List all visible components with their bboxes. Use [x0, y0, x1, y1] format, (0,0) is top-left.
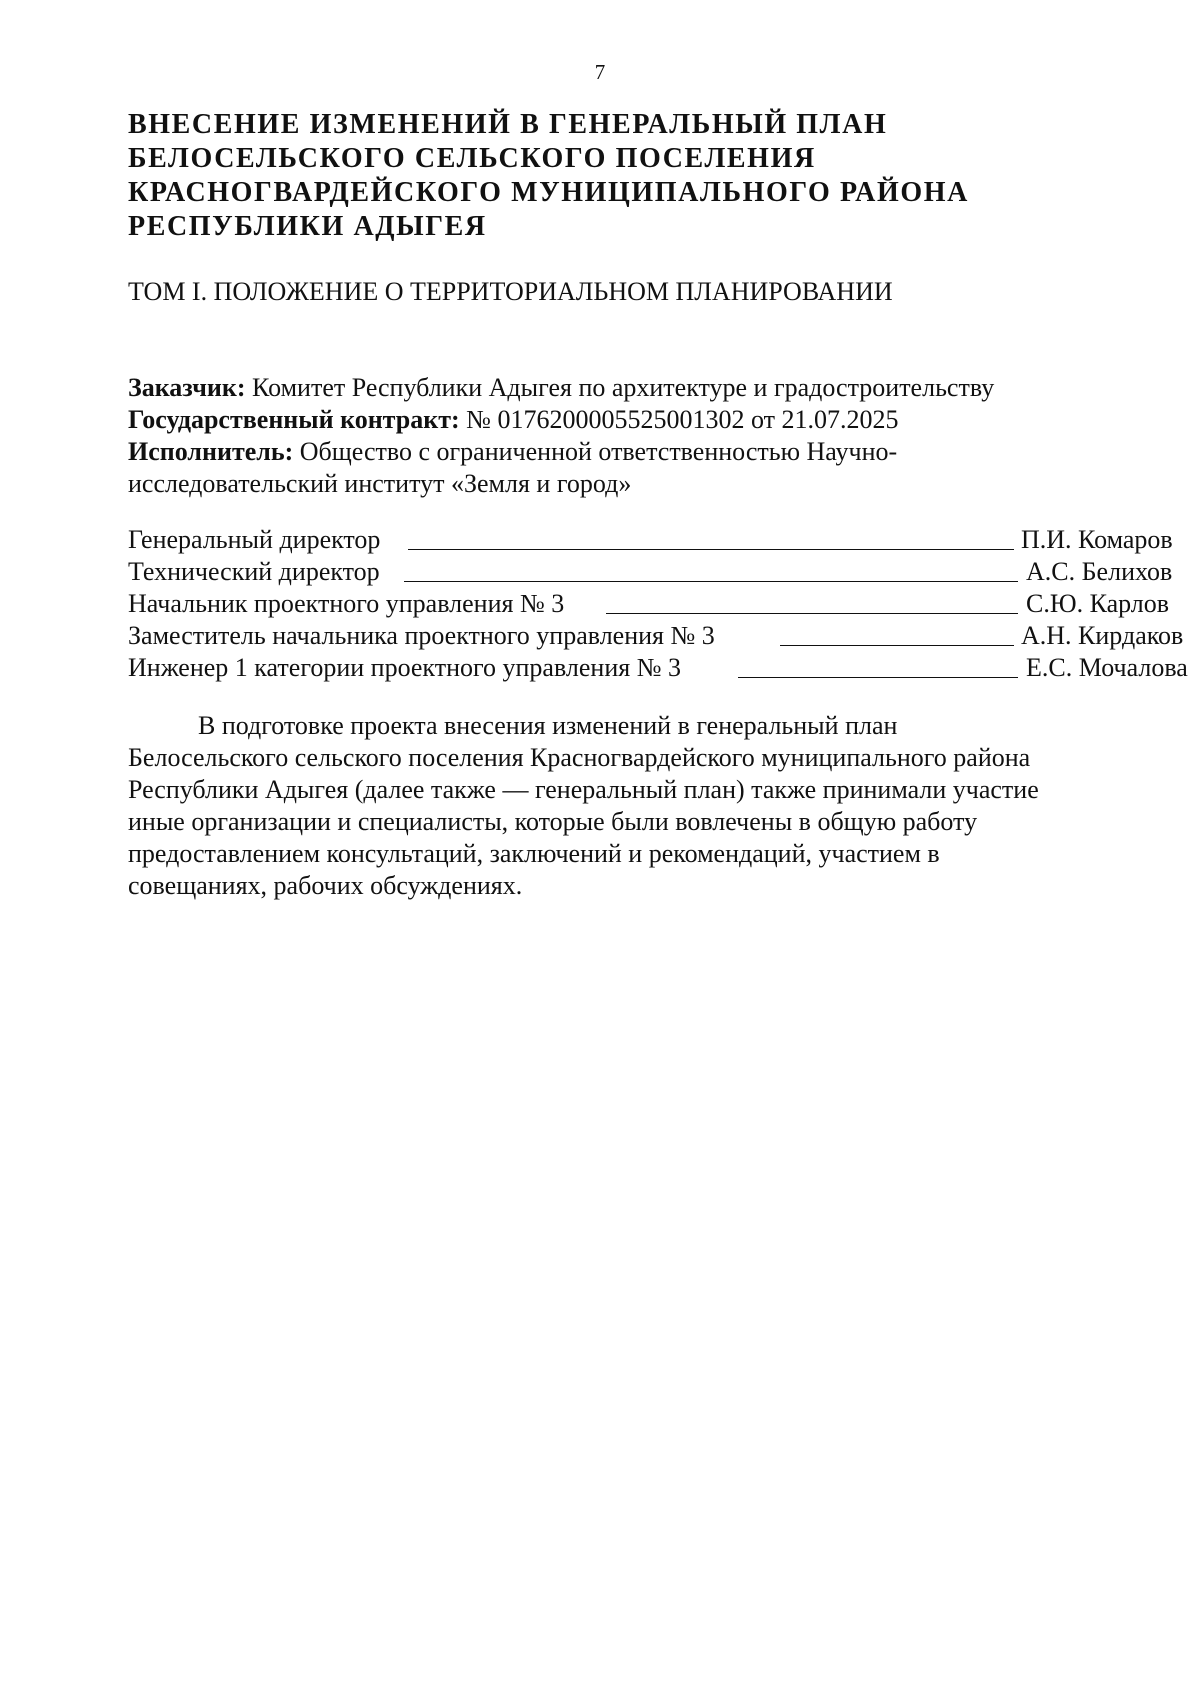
signatories-block	[128, 524, 1188, 684]
customer-value: Комитет Республики Адыгея по архитектуре и градостроительству	[245, 373, 995, 402]
signatory-role: Инженер 1 категории проектного управления № 3	[128, 653, 682, 682]
participants-paragraph	[128, 710, 1138, 902]
contractor-value: Общество с ограниченной ответственностью Научно-	[293, 437, 898, 466]
customer-label: Заказчик:	[128, 373, 246, 402]
signature-line	[738, 677, 1018, 678]
signature-line	[780, 645, 1014, 646]
contractor-label: Исполнитель:	[128, 437, 294, 466]
contractor-line-continued: исследовательский институт «Земля и город»	[128, 469, 632, 498]
title-line: ВНЕСЕНИЕ ИЗМЕНЕНИЙ В ГЕНЕРАЛЬНЫЙ ПЛАН	[128, 109, 888, 140]
contractor-line	[128, 436, 1108, 468]
volume-title: ТОМ I. ПОЛОЖЕНИЕ О ТЕРРИТОРИАЛЬНОМ ПЛАНИРОВАНИИ	[128, 277, 893, 306]
signatory-row	[128, 524, 1173, 556]
signatory-role: Заместитель начальника проектного управления № 3	[128, 621, 715, 650]
signatory-name: Е.С. Мочалова	[1026, 653, 1188, 682]
signature-line	[606, 613, 1018, 614]
paragraph-line: предоставлением консультаций, заключений и рекомендаций, участием в	[128, 839, 940, 868]
signature-line	[404, 581, 1018, 582]
paragraph-line: В подготовке проекта внесения изменений в генеральный план	[198, 711, 898, 740]
signatory-row	[128, 556, 1173, 588]
paragraph-line: совещаниях, рабочих обсуждениях.	[128, 871, 523, 900]
paragraph-line: Республики Адыгея (далее также — генеральный план) также принимали участие	[128, 775, 1039, 804]
signatory-name: А.Н. Кирдаков	[1021, 621, 1184, 650]
paragraph-line: Белосельского сельского поселения Красногвардейского муниципального района	[128, 743, 1031, 772]
document-title	[128, 108, 1088, 244]
contract-line	[128, 404, 1108, 436]
signatory-row	[128, 620, 1184, 652]
title-line: КРАСНОГВАРДЕЙСКОГО МУНИЦИПАЛЬНОГО РАЙОНА	[128, 177, 969, 208]
page-number: 7	[594, 60, 606, 84]
title-line: РЕСПУБЛИКИ АДЫГЕЯ	[128, 211, 487, 242]
contract-label: Государственный контракт:	[128, 405, 460, 434]
signatory-name: П.И. Комаров	[1021, 525, 1173, 554]
signatory-row	[128, 588, 1170, 620]
signatory-role: Начальник проектного управления № 3	[128, 589, 565, 618]
paragraph-line: иные организации и специалисты, которые были вовлечены в общую работу	[128, 807, 978, 836]
signatory-name: С.Ю. Карлов	[1026, 589, 1170, 618]
signatory-name: А.С. Белихов	[1026, 557, 1173, 586]
project-info	[128, 372, 1108, 500]
signatory-role: Технический директор	[128, 557, 380, 586]
contract-value: № 0176200005525001302 от 21.07.2025	[459, 405, 899, 434]
signature-line	[408, 549, 1014, 550]
customer-line	[128, 372, 1108, 404]
signatory-row	[128, 652, 1188, 684]
title-line: БЕЛОСЕЛЬСКОГО СЕЛЬСКОГО ПОСЕЛЕНИЯ	[128, 143, 816, 174]
signatory-role: Генеральный директор	[128, 525, 381, 554]
